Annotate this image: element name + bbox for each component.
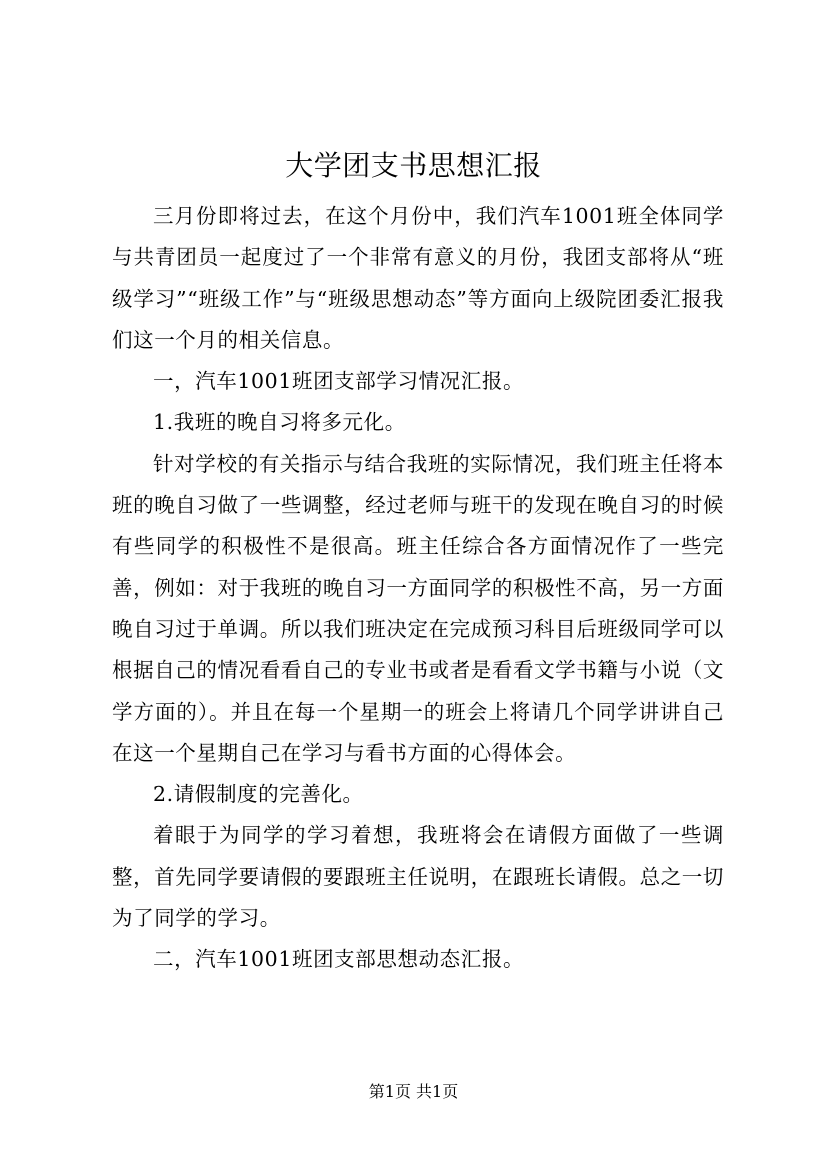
section-heading-study: 一，汽车1001班团支部学习情况汇报。 [153, 369, 525, 394]
paragraph-leave-system: 着眼于为同学的学习着想，我班将会在请假方面做了一些调整，首先同学要请假的要跟班主任说明，在跟班长请假。总之一切为了同学的学习。 [112, 823, 724, 931]
paragraph-evening-study: 针对学校的有关指示与结合我班的实际情况，我们班主任将本班的晚自习做了一些调整，经过老师与班干的发现在晚自习的时候有些同学的积极性不是很高。班主任综合各方面情况作了一些完善，例如：对于我班的晚自习一方面同学的积极性不高，另一方面晚自习过于单调。所以我们班决定在完成预习科目后班级同学可以根据自己的情况看看自己的专业书或者是看看文学书籍与小说（文学方面的）。并且在每一个星期一的班会上将请几个同学讲讲自己在这一个星期自己在学习与看书方面的心得体会。 [112, 451, 724, 765]
subheading-leave-system: 2.请假制度的完善化。 [153, 782, 364, 807]
subheading-evening-study: 1.我班的晚自习将多元化。 [153, 410, 406, 435]
section-heading-thought: 二，汽车1001班团支部思想动态汇报。 [153, 947, 525, 972]
paragraph-intro: 三月份即将过去，在这个月份中，我们汽车1001班全体同学与共青团员一起度过了一个非常有意义的月份，我团支部将从“班级学习”“班级工作”与“班级思想动态”等方面向上级院团委汇报我们这一个月的相关信息。 [112, 204, 724, 352]
document-title: 大学团支书思想汇报 [285, 149, 542, 182]
document-body [112, 196, 724, 981]
page-footer: 第1页 共1页 [368, 1082, 459, 1101]
